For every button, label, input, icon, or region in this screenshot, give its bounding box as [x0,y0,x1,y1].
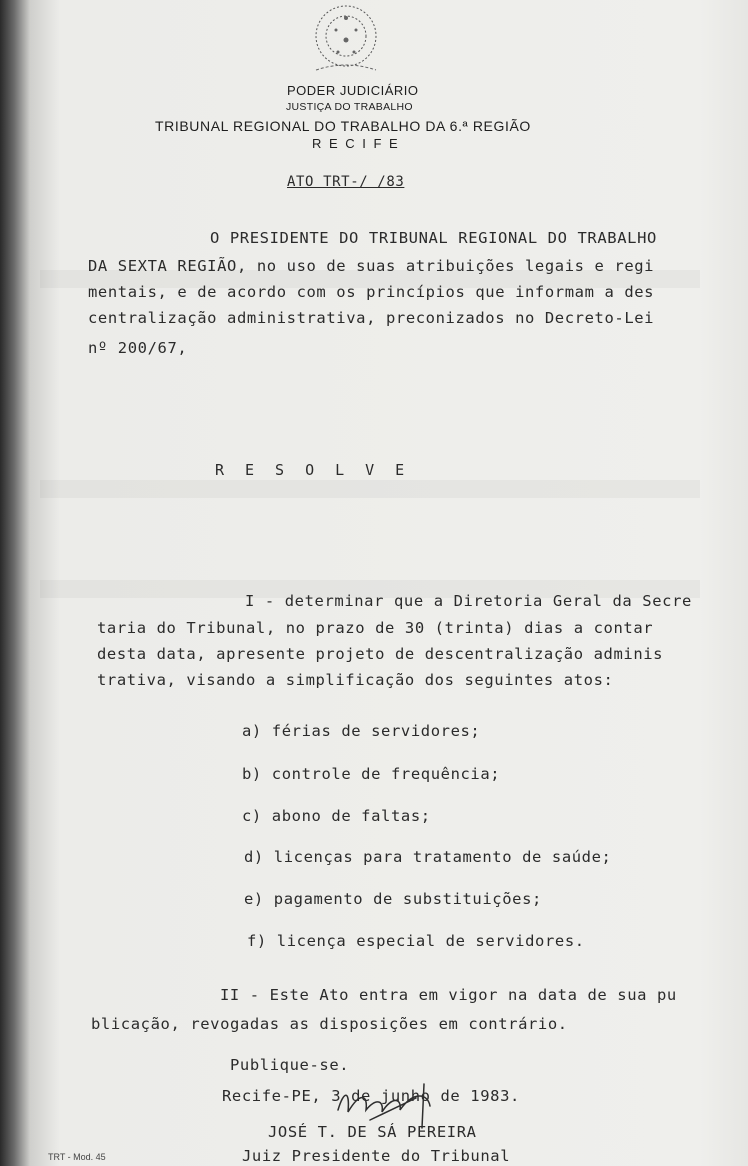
header-judiciary: PODER JUDICIÁRIO [287,83,419,98]
subitem-f: f) licença especial de servidores. [247,932,585,950]
header-tribunal: TRIBUNAL REGIONAL DO TRABALHO DA 6.ª REGIÃO [155,118,531,134]
preamble-line: nº 200/67, [88,339,188,357]
subitem-a: a) férias de servidores; [242,722,481,740]
preamble-line: centralização administrativa, preconizados no Decreto-Lei [88,309,655,327]
preamble-line: DA SEXTA REGIÃO, no uso de suas atribuições legais e regi [88,257,655,275]
item-1-line: taria do Tribunal, no prazo de 30 (trinta) dias a contar [97,619,654,637]
act-number: ATO TRT-/ /83 [287,174,405,190]
subitem-b: b) controle de frequência; [242,765,501,783]
publish-line: Publique-se. [230,1056,350,1074]
item-1-line: I - determinar que a Diretoria Geral da Secre [245,592,692,610]
item-2-line: blicação, revogadas as disposições em contrário. [91,1015,568,1033]
coat-of-arms-seal-icon [300,0,392,76]
signer-name: JOSÉ T. DE SÁ PEREIRA [268,1123,477,1141]
preamble-line: mentais, e de acordo com os princípios que informam a des [88,283,655,301]
preamble-line: O PRESIDENTE DO TRIBUNAL REGIONAL DO TRABALHO [210,229,657,247]
subitem-d: d) licenças para tratamento de saúde; [244,848,612,866]
form-code: TRT - Mod. 45 [48,1152,106,1162]
subitem-e: e) pagamento de substituições; [244,890,542,908]
item-2-line: II - Este Ato entra em vigor na data de sua pu [220,986,677,1004]
item-1-line: trativa, visando a simplificação dos seguintes atos: [97,671,614,689]
date-line: Recife-PE, 3 de junho de 1983. [222,1087,520,1105]
bleed-through-shade [40,480,700,498]
subitem-c: c) abono de faltas; [242,807,431,825]
signer-title: Juiz Presidente do Tribunal [242,1147,511,1165]
item-1-line: desta data, apresente projeto de descentralização adminis [97,645,664,663]
header-city: R E C I F E [312,136,400,151]
resolve-heading: RESOLVE [215,461,426,479]
header-labor-justice: JUSTIÇA DO TRABALHO [286,101,413,113]
